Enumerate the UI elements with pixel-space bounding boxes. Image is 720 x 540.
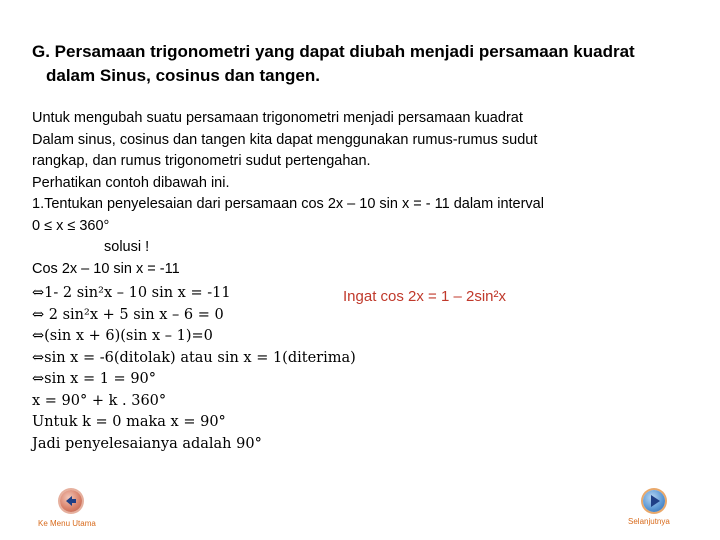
solution-step: x = 90° + k . 360° xyxy=(32,392,167,409)
next-button[interactable] xyxy=(643,490,665,512)
problem-statement: 1.Tentukan penyelesaian dari persamaan cos 2x – 10 sin x = - 11 dalam interval xyxy=(32,196,544,212)
intro-text xyxy=(32,108,692,280)
solution-step: ⇔1- 2 sin²x – 10 sin x = -11 xyxy=(32,285,231,301)
solution-step: ⇔(sin x + 6)(sin x – 1)=0 xyxy=(32,328,213,344)
intro-line: rangkap, dan rumus trigonometri sudut pertengahan. xyxy=(32,153,371,169)
title-line-2: dalam Sinus, cosinus dan tangen. xyxy=(46,66,320,85)
equation-start: Cos 2x – 10 sin x = -11 xyxy=(32,260,180,277)
problem-interval: 0 ≤ x ≤ 360° xyxy=(32,217,110,234)
intro-line: Untuk mengubah suatu persamaan trigonometri menjadi persamaan kuadrat xyxy=(32,110,523,126)
solution-heading: solusi ! xyxy=(104,239,150,255)
solution-step: ⇔sin x = 1 = 90° xyxy=(32,371,157,387)
solution-conclusion: Jadi penyelesaianya adalah 90° xyxy=(32,435,262,452)
back-arrow-icon xyxy=(60,490,82,512)
play-icon xyxy=(643,490,665,512)
back-to-menu-button[interactable] xyxy=(60,490,82,512)
intro-line: Perhatikan contoh dibawah ini. xyxy=(32,174,230,191)
solution-step: ⇔sin x = -6(ditolak) atau sin x = 1(diterima) xyxy=(32,349,356,366)
solution-steps xyxy=(32,283,482,455)
solution-step: Untuk k = 0 maka x = 90° xyxy=(32,414,226,430)
title-line-1: G. Persamaan trigonometri yang dapat diubah menjadi persamaan kuadrat xyxy=(32,42,635,61)
intro-line: Dalam sinus, cosinus dan tangen kita dapat menggunakan rumus-rumus sudut xyxy=(32,131,538,148)
slide-title xyxy=(32,40,692,88)
solution-step: ⇔ 2 sin²x + 5 sin x – 6 = 0 xyxy=(32,306,224,323)
identity-note: Ingat cos 2x = 1 – 2sin²x xyxy=(343,288,507,305)
back-to-menu-label[interactable]: Ke Menu Utama xyxy=(38,519,96,528)
next-label[interactable]: Selanjutnya xyxy=(628,517,670,526)
